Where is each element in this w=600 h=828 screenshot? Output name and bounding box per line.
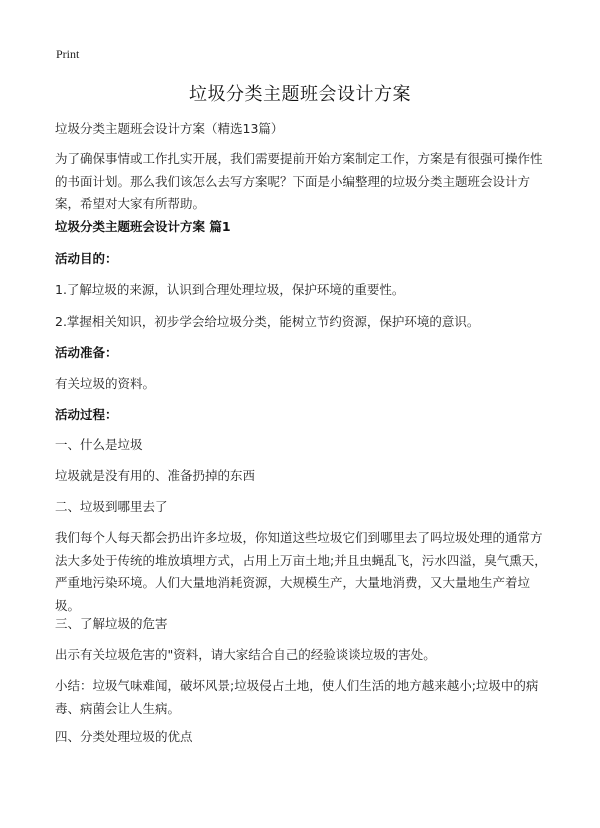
step-2-text: 我们每个人每天都会扔出许多垃圾，你知道这些垃圾它们到哪里去了吗垃圾处理的通常方法大多处于传统的堆放填埋方式，占用上万亩土地;并且虫蝇乱飞，污水四溢，臭气熏天，严重地污染环境。人们大量地消耗资源，大规模生产，大量地消费，又大量地生产着垃圾。 (55, 530, 547, 613)
goal-item-2: 2.掌握相关知识，初步学会给垃圾分类，能树立节约资源，保护环境的意识。 (55, 314, 480, 329)
step-4-title: 四、分类处理垃圾的优点 (55, 729, 193, 744)
step-2-title: 二、垃圾到哪里去了 (55, 499, 168, 514)
intro-paragraph: 为了确保事情或工作扎实开展，我们需要提前开始方案制定工作，方案是有很强可操作性的书面计划。那么我们该怎么去写方案呢？下面是小编整理的垃圾分类主题班会设计方案，希望对大家有所帮助。 (55, 151, 543, 211)
step-1-title: 一、什么是垃圾 (55, 437, 143, 452)
step-3-text: 出示有关垃圾危害的"资料，请大家结合自己的经验谈谈垃圾的害处。 (55, 647, 436, 662)
print-label[interactable]: Print (56, 47, 80, 61)
goal-item-1: 1.了解垃圾的来源，认识到合理处理垃圾，保护环境的重要性。 (55, 282, 405, 297)
prep-heading: 活动准备： (55, 345, 118, 360)
step-3-summary: 小结：垃圾气味难闻，破坏风景;垃圾侵占土地，使人们生活的地方越来越小;垃圾中的病毒、病菌会让人生病。 (55, 678, 539, 716)
prep-text: 有关垃圾的资料。 (55, 376, 156, 391)
goal-heading: 活动目的： (55, 251, 118, 266)
section-heading: 垃圾分类主题班会设计方案 篇1 (55, 219, 231, 234)
document-subtitle: 垃圾分类主题班会设计方案（精选13篇） (55, 121, 284, 136)
document-title: 垃圾分类主题班会设计方案 (189, 84, 411, 105)
step-1-text: 垃圾就是没有用的、准备扔掉的东西 (55, 468, 256, 483)
process-heading: 活动过程： (55, 407, 118, 422)
step-3-title: 三、了解垃圾的危害 (55, 616, 168, 631)
